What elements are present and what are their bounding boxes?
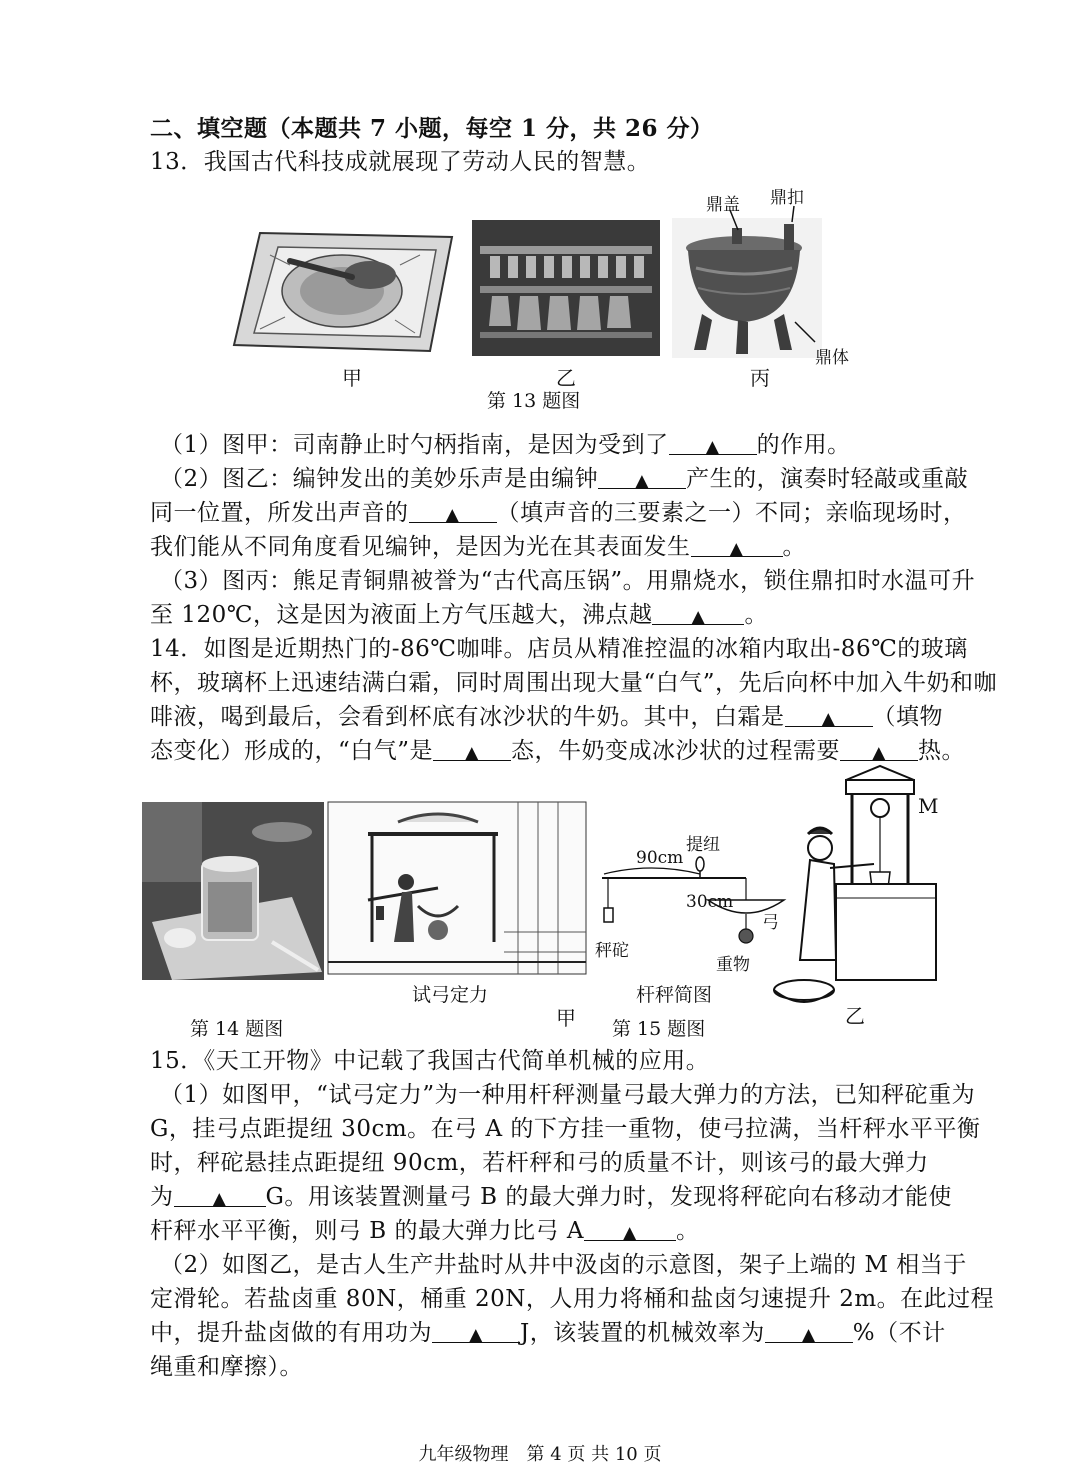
answer-blank[interactable]: ▲ bbox=[598, 462, 686, 489]
bow-test-caption: 试弓定力 bbox=[412, 984, 489, 1006]
q13-part3-line1: （3）图丙：熊足青铜鼎被誉为“古代高压锅”。用鼎烧水，锁住鼎扣时水温可升 bbox=[160, 568, 976, 594]
heavy-object-label: 重物 bbox=[716, 955, 750, 975]
bow-label: 弓 bbox=[762, 913, 779, 933]
q15-part1-line2: G，挂弓点距提纽 30cm。在弓 A 的下方挂一重物，使弓拉满，当杆秤水平平衡 bbox=[150, 1116, 981, 1142]
bianzhong-bells-image bbox=[472, 220, 660, 356]
q14-line3: 啡液，喝到最后，会看到杯底有冰沙状的牛奶。其中，白霜是 ▲ （填物 bbox=[150, 700, 943, 734]
answer-blank[interactable]: ▲ bbox=[840, 734, 918, 761]
q15-part1-line1: （1）如图甲，“试弓定力”为一种用杆秤测量弓最大弹力的方法，已知秤砣重为 bbox=[160, 1082, 976, 1108]
fig13-jia-label: 甲 bbox=[342, 366, 362, 390]
answer-blank[interactable]: ▲ bbox=[432, 1316, 520, 1343]
ding-clasp-label: 鼎扣 bbox=[770, 188, 804, 208]
q15-stem: 15．《天工开物》中记载了我国古代简单机械的应用。 bbox=[150, 1048, 710, 1074]
counterweight-label: 秤砣 bbox=[595, 941, 629, 961]
q15-part1-line3: 时，秤砣悬挂点距提纽 90cm，若杆秤和弓的质量不计，则该弓的最大弹力 bbox=[150, 1150, 929, 1176]
q15-part1-line4: 为 ▲ G。用该装置测量弓 B 的最大弹力时，发现将秤砣向右移动才能使 bbox=[150, 1180, 952, 1214]
fig15-caption: 第 15 题图 bbox=[612, 1018, 706, 1040]
answer-blank[interactable]: ▲ bbox=[584, 1214, 676, 1241]
section-title: 二、填空题（本题共 7 小题，每空 1 分，共 26 分） bbox=[150, 115, 714, 142]
q13-part2-line1: （2）图乙：编钟发出的美妙乐声是由编钟 ▲ 产生的，演奏时轻敲或重敲 bbox=[160, 462, 968, 496]
q13-part3-line2: 至 120℃，这是因为液面上方气压越大，沸点越 ▲ 。 bbox=[150, 598, 768, 632]
answer-blank[interactable]: ▲ bbox=[691, 530, 783, 557]
answer-blank[interactable]: ▲ bbox=[785, 700, 873, 727]
answer-blank[interactable]: ▲ bbox=[174, 1180, 266, 1207]
q15-part2-line3: 中，提升盐卤做的有用功为 ▲ J，该装置的机械效率为 ▲ %（不计 bbox=[150, 1316, 946, 1350]
q15-part2-line2: 定滑轮。若盐卤重 80N，桶重 20N，人用力将桶和盐卤匀速提升 2m。在此过程 bbox=[150, 1286, 995, 1312]
ding-lid-label: 鼎盖 bbox=[706, 195, 740, 215]
answer-blank[interactable]: ▲ bbox=[669, 428, 757, 455]
answer-blank[interactable]: ▲ bbox=[433, 734, 511, 761]
distance-30cm-label: 30cm bbox=[686, 892, 734, 912]
hanging-knob-label: 提纽 bbox=[686, 835, 720, 855]
q13-part2-line3: 我们能从不同角度看见编钟，是因为光在其表面发生 ▲ 。 bbox=[150, 530, 806, 564]
ding-body-label: 鼎体 bbox=[815, 348, 849, 368]
q15-part2-line1: （2）如图乙，是古人生产井盐时从井中汲卤的示意图，架子上端的 M 相当于 bbox=[160, 1252, 967, 1278]
fig15-jia-label: 甲 bbox=[556, 1006, 576, 1030]
fig14-caption: 第 14 题图 bbox=[190, 1018, 284, 1040]
q13-stem: 13．我国古代科技成就展现了劳动人民的智慧。 bbox=[150, 149, 651, 175]
pulley-M-label: M bbox=[918, 794, 939, 818]
q15-part2-line4: 绳重和摩擦）。 bbox=[150, 1354, 303, 1380]
q13-part1: （1）图甲：司南静止时勺柄指南，是因为受到了 ▲ 的作用。 bbox=[160, 428, 851, 462]
fig15-yi-label: 乙 bbox=[845, 1004, 865, 1028]
q14-line4: 态变化）形成的，“白气”是 ▲ 态，牛奶变成冰沙状的过程需要 ▲ 热。 bbox=[150, 734, 965, 768]
fig13-yi-label: 乙 bbox=[556, 366, 576, 390]
fig13-caption: 第 13 题图 bbox=[487, 390, 581, 412]
page-footer: 九年级物理 第 4 页 共 10 页 bbox=[418, 1444, 662, 1465]
distance-90cm-label: 90cm bbox=[636, 848, 684, 868]
q14-line2: 杯，玻璃杯上迅速结满白霜，同时周围出现大量“白气”，先后向杯中加入牛奶和咖 bbox=[150, 670, 998, 696]
steelyard-caption: 杆秤简图 bbox=[636, 984, 713, 1006]
coffee-cup-photo bbox=[142, 802, 324, 980]
q13-part2-line2: 同一位置，所发出声音的 ▲ （填声音的三要素之一）不同；亲临现场时， bbox=[150, 496, 967, 530]
compass-image bbox=[230, 225, 455, 355]
bow-testing-illustration bbox=[328, 802, 586, 974]
q15-part1-line5: 杆秤水平平衡，则弓 B 的最大弹力比弓 A ▲ 。 bbox=[150, 1214, 699, 1248]
q14-line1: 14．如图是近期热门的-86℃咖啡。店员从精准控温的冰箱内取出-86℃的玻璃 bbox=[150, 636, 968, 662]
fig13-bing-label: 丙 bbox=[750, 366, 770, 390]
answer-blank[interactable]: ▲ bbox=[765, 1316, 853, 1343]
answer-blank[interactable]: ▲ bbox=[652, 598, 744, 625]
answer-blank[interactable]: ▲ bbox=[409, 496, 497, 523]
